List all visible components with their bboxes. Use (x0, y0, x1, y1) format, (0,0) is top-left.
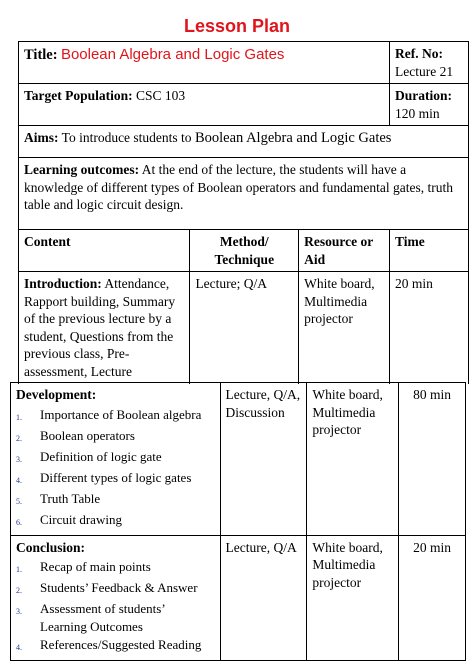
development-list (16, 406, 215, 532)
intro-text: Attendance, Rapport building, Summary of the previous lecture by a student, Questions from the previous class, Pre-assessment, Lecture (24, 276, 176, 380)
development-resource: White board, Multimedia projector (307, 383, 399, 536)
development-time: 80 min (399, 383, 466, 536)
conclusion-list (16, 558, 215, 657)
list-item: 2. Boolean operators (16, 427, 215, 448)
item-number: 3. (16, 454, 22, 464)
item-number: 2. (16, 433, 22, 443)
intro-time: 20 min (390, 272, 469, 384)
list-item: 3. Definition of logic gate (16, 448, 215, 469)
aims-value-a: To introduce students to (61, 130, 192, 146)
list-item: 6. Circuit drawing (16, 511, 215, 532)
conclusion-content (11, 535, 221, 661)
list-item: 4. References/Suggested Reading (16, 636, 215, 657)
item-number: 1. (16, 565, 22, 575)
col-time: Time (390, 230, 469, 272)
conclusion-resource: White board, Multimedia projector (307, 535, 399, 661)
target-cell (19, 84, 390, 126)
lesson-plan-table-bottom (10, 382, 466, 661)
list-item: 2. Students’ Feedback & Answer (16, 579, 215, 600)
conclusion-time: 20 min (399, 535, 466, 661)
item-number: 3. (16, 607, 22, 617)
title-label: Title: (24, 47, 58, 63)
list-item: 4. Different types of logic gates (16, 469, 215, 490)
item-number: 5. (16, 496, 22, 506)
target-label: Target Population: (24, 88, 133, 104)
development-label: Development: (16, 387, 97, 402)
outcomes-cell (19, 158, 469, 230)
intro-resource: White board, Multimedia projector (299, 272, 390, 384)
intro-method: Lecture; Q/A (190, 272, 299, 384)
title-cell (19, 42, 390, 84)
col-method: Method/ Technique (190, 230, 299, 272)
item-number: 4. (16, 643, 22, 653)
item-number: 1. (16, 412, 22, 422)
target-value: CSC 103 (136, 88, 186, 104)
title-value: Boolean Algebra and Logic Gates (60, 46, 285, 63)
list-item: 3. Assessment of students’ Learning Outcomes (16, 601, 165, 635)
intro-content (19, 272, 190, 384)
item-number: 2. (16, 586, 22, 596)
development-method: Lecture, Q/A, Discussion (220, 383, 307, 536)
list-item: 1. Importance of Boolean algebra (16, 406, 215, 427)
intro-label: Introduction: (24, 276, 102, 292)
lesson-plan-table-top (18, 41, 469, 384)
page-title: Lesson Plan (183, 16, 291, 36)
aims-value-b: Boolean Algebra and Logic Gates (194, 130, 392, 147)
duration-cell (390, 84, 469, 126)
list-item: 1. Recap of main points (16, 558, 215, 579)
outcomes-label: Learning outcomes: (24, 162, 140, 178)
duration-value: 120 min (395, 105, 440, 121)
list-item: 5. Truth Table (16, 490, 215, 511)
development-content (11, 383, 221, 536)
ref-cell (390, 42, 469, 84)
ref-value: Lecture 21 (395, 63, 454, 79)
outcomes-value: At the end of the lecture, the students will have a knowledge of different types of Boolean operators and fundamental gates, truth table and logic circuit design. (24, 162, 453, 213)
ref-label: Ref. No: (395, 46, 444, 61)
aims-label: Aims: (24, 130, 59, 146)
item-number: 6. (16, 517, 22, 527)
col-resource: Resource or Aid (299, 230, 390, 272)
col-content: Content (19, 230, 190, 272)
conclusion-label: Conclusion: (16, 539, 86, 555)
item-number: 4. (16, 475, 22, 485)
conclusion-method: Lecture, Q/A (220, 535, 307, 661)
aims-cell (19, 126, 469, 158)
duration-label: Duration: (395, 88, 453, 104)
